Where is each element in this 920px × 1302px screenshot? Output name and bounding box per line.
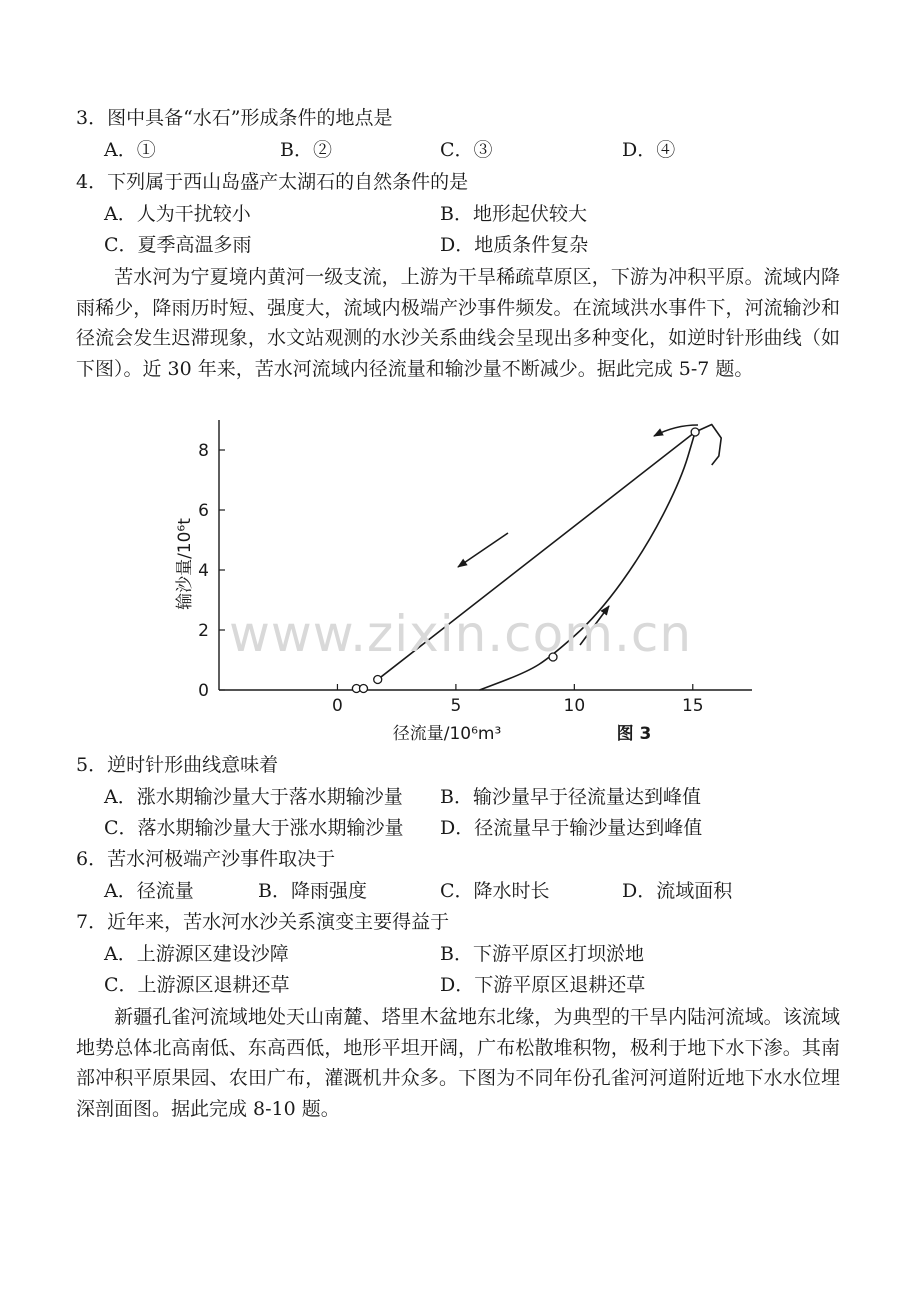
falling-direction-arrow: [458, 533, 508, 567]
q5-option-b: B．输沙量早于径流量达到峰值: [440, 786, 701, 808]
q5-option-c: C．落水期输沙量大于涨水期输沙量: [104, 817, 404, 839]
q4-option-d: D．地质条件复杂: [440, 234, 589, 256]
x-tick-label: 0: [332, 696, 343, 716]
question-5-stem: 5．逆时针形曲线意味着: [76, 754, 279, 776]
q6-option-d: D．流域面积: [622, 880, 733, 902]
x-axis-label: 径流量/10⁶m³: [392, 724, 502, 744]
q4-option-c: C．夏季高温多雨: [104, 234, 252, 256]
q6-option-b: B．降雨强度: [258, 880, 367, 902]
y-tick-label: 8: [198, 441, 209, 461]
y-tick-label: 6: [198, 501, 209, 521]
watermark: www.zixin.com.cn: [229, 605, 693, 663]
question-3-stem: 3．图中具备“水石”形成条件的地点是: [76, 107, 393, 129]
q3-option-c: C．③: [440, 139, 493, 161]
y-axis-label: 输沙量/10⁶t: [175, 518, 195, 610]
q6-option-a: A．径流量: [104, 880, 194, 902]
q7-option-d: D．下游平原区退耕还草: [440, 974, 646, 996]
x-tick-label: 15: [681, 696, 704, 716]
y-tick-label: 2: [198, 621, 209, 641]
chart-ticks: [198, 441, 703, 716]
question-7-stem: 7．近年来，苦水河水沙关系演变主要得益于: [76, 911, 450, 933]
passage-kongque-river: [76, 1002, 840, 1125]
q4-option-a: A．人为干扰较小: [104, 203, 251, 225]
q6-option-c: C．降水时长: [440, 880, 550, 902]
x-tick-label: 10: [563, 696, 586, 716]
runoff-sediment-chart: [160, 412, 780, 752]
y-tick-label: 0: [198, 681, 209, 701]
question-6-stem: 6．苦水河极端产沙事件取决于: [76, 848, 336, 870]
figure-caption: 图 3: [616, 724, 652, 744]
data-point: [360, 685, 368, 693]
x-tick-label: 5: [450, 696, 462, 716]
data-point: [374, 676, 382, 684]
passage-kushui-river: [76, 262, 840, 385]
question-4-stem: 4．下列属于西山岛盛产太湖石的自然条件的是: [76, 171, 469, 193]
q3-option-a: A．①: [104, 139, 156, 161]
q4-option-b: B．地形起伏较大: [440, 203, 587, 225]
q3-option-b: B．②: [280, 139, 332, 161]
q7-option-c: C．上游源区退耕还草: [104, 974, 290, 996]
passage-2-text: 新疆孔雀河流域地处天山南麓、塔里木盆地东北缘，为典型的干旱内陆河流域。该流域地势总体北高南低、东高西低，地形平坦开阔，广布松散堆积物，极利于地下水下渗。其南部冲积平原果园、农田广布，灌溉机井众多。下图为不同年份孔雀河河道附近地下水水位埋深剖面图。据此完成 8-10 题。: [76, 1006, 840, 1121]
y-tick-label: 4: [198, 561, 209, 581]
q7-option-b: B．下游平原区打坝淤地: [440, 943, 644, 965]
q3-option-d: D．④: [622, 139, 676, 161]
q5-option-a: A．涨水期输沙量大于落水期输沙量: [104, 786, 403, 808]
data-point: [691, 428, 699, 436]
q7-option-a: A．上游源区建设沙障: [104, 943, 289, 965]
q5-option-d: D．径流量早于输沙量达到峰值: [440, 817, 703, 839]
passage-1-text: 苦水河为宁夏境内黄河一级支流，上游为干旱稀疏草原区，下游为冲积平原。流域内降雨稀少，降雨历时短、强度大，流域内极端产沙事件频发。在流域洪水事件下，河流输沙和径流会发生迟滞现象，水文站观测的水沙关系曲线会呈现出多种变化，如逆时针形曲线（如下图）。近 30 年来，苦水河流域内径流量和输沙量不断减少。据此完成 5-7 题。: [76, 266, 840, 381]
